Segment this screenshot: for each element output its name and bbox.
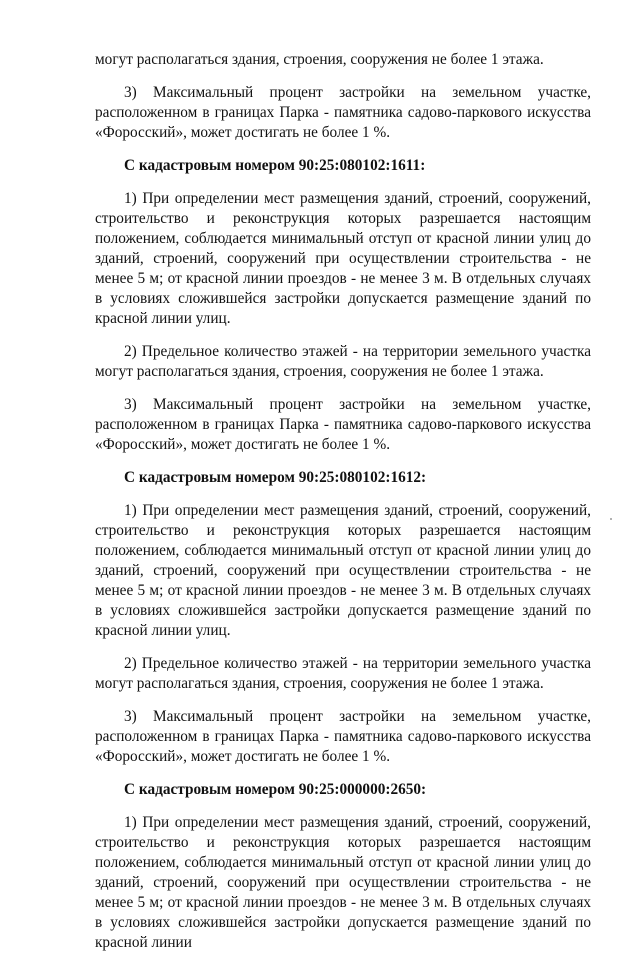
scan-speck — [610, 518, 612, 520]
document-body — [95, 50, 591, 966]
paragraph-max-building-percent: 3) Максимальный процент застройки на земельном участке, расположенном в границах Парка - памятника садово-паркового искусства «Форосский», может достигать не более 1 %. — [95, 396, 591, 453]
paragraph-max-floors: 2) Предельное количество этажей - на территории земельного участка могут располагаться здания, строения, сооружения не более 1 этажа. — [95, 343, 591, 380]
section-heading-cadastral-2650: С кадастровым номером 90:25:000000:2650: — [124, 781, 427, 798]
section-heading-cadastral-1611: С кадастровым номером 90:25:080102:1611: — [124, 157, 426, 174]
paragraph-setback-rules: 1) При определении мест размещения зданий, строений, сооружений, строительство и реконструкция которых разрешается настоящим положением, соблюдается минимальный отступ от красной линии улиц до зданий, строений, сооружений при осуществлении строительства - не менее 5 м; от красной линии проездов - не менее 3 м. В отдельных случаях в условиях сложившейся застройки допускается размещение зданий по красной линии — [95, 814, 591, 951]
section-heading-cadastral-1612: С кадастровым номером 90:25:080102:1612: — [124, 469, 427, 486]
paragraph-continuation: могут располагаться здания, строения, сооружения не более 1 этажа. — [95, 51, 544, 68]
paragraph-max-building-percent: 3) Максимальный процент застройки на земельном участке, расположенном в границах Парка - памятника садово-паркового искусства «Форосский», может достигать не более 1 %. — [95, 708, 591, 765]
paragraph-max-floors: 2) Предельное количество этажей - на территории земельного участка могут располагаться здания, строения, сооружения не более 1 этажа. — [95, 655, 591, 692]
paragraph-max-building-percent: 3) Максимальный процент застройки на земельном участке, расположенном в границах Парка - памятника садово-паркового искусства «Форосский», может достигать не более 1 %. — [95, 84, 591, 141]
paragraph-setback-rules: 1) При определении мест размещения зданий, строений, сооружений, строительство и реконструкция которых разрешается настоящим положением, соблюдается минимальный отступ от красной линии улиц до зданий, строений, сооружений при осуществлении строительства - не менее 5 м; от красной линии проездов - не менее 3 м. В отдельных случаях в условиях сложившейся застройки допускается размещение зданий по красной линии улиц. — [95, 502, 591, 639]
paragraph-setback-rules: 1) При определении мест размещения зданий, строений, сооружений, строительство и реконструкция которых разрешается настоящим положением, соблюдается минимальный отступ от красной линии улиц до зданий, строений, сооружений при осуществлении строительства - не менее 5 м; от красной линии проездов - не менее 3 м. В отдельных случаях в условиях сложившейся застройки допускается размещение зданий по красной линии улиц. — [95, 190, 591, 327]
